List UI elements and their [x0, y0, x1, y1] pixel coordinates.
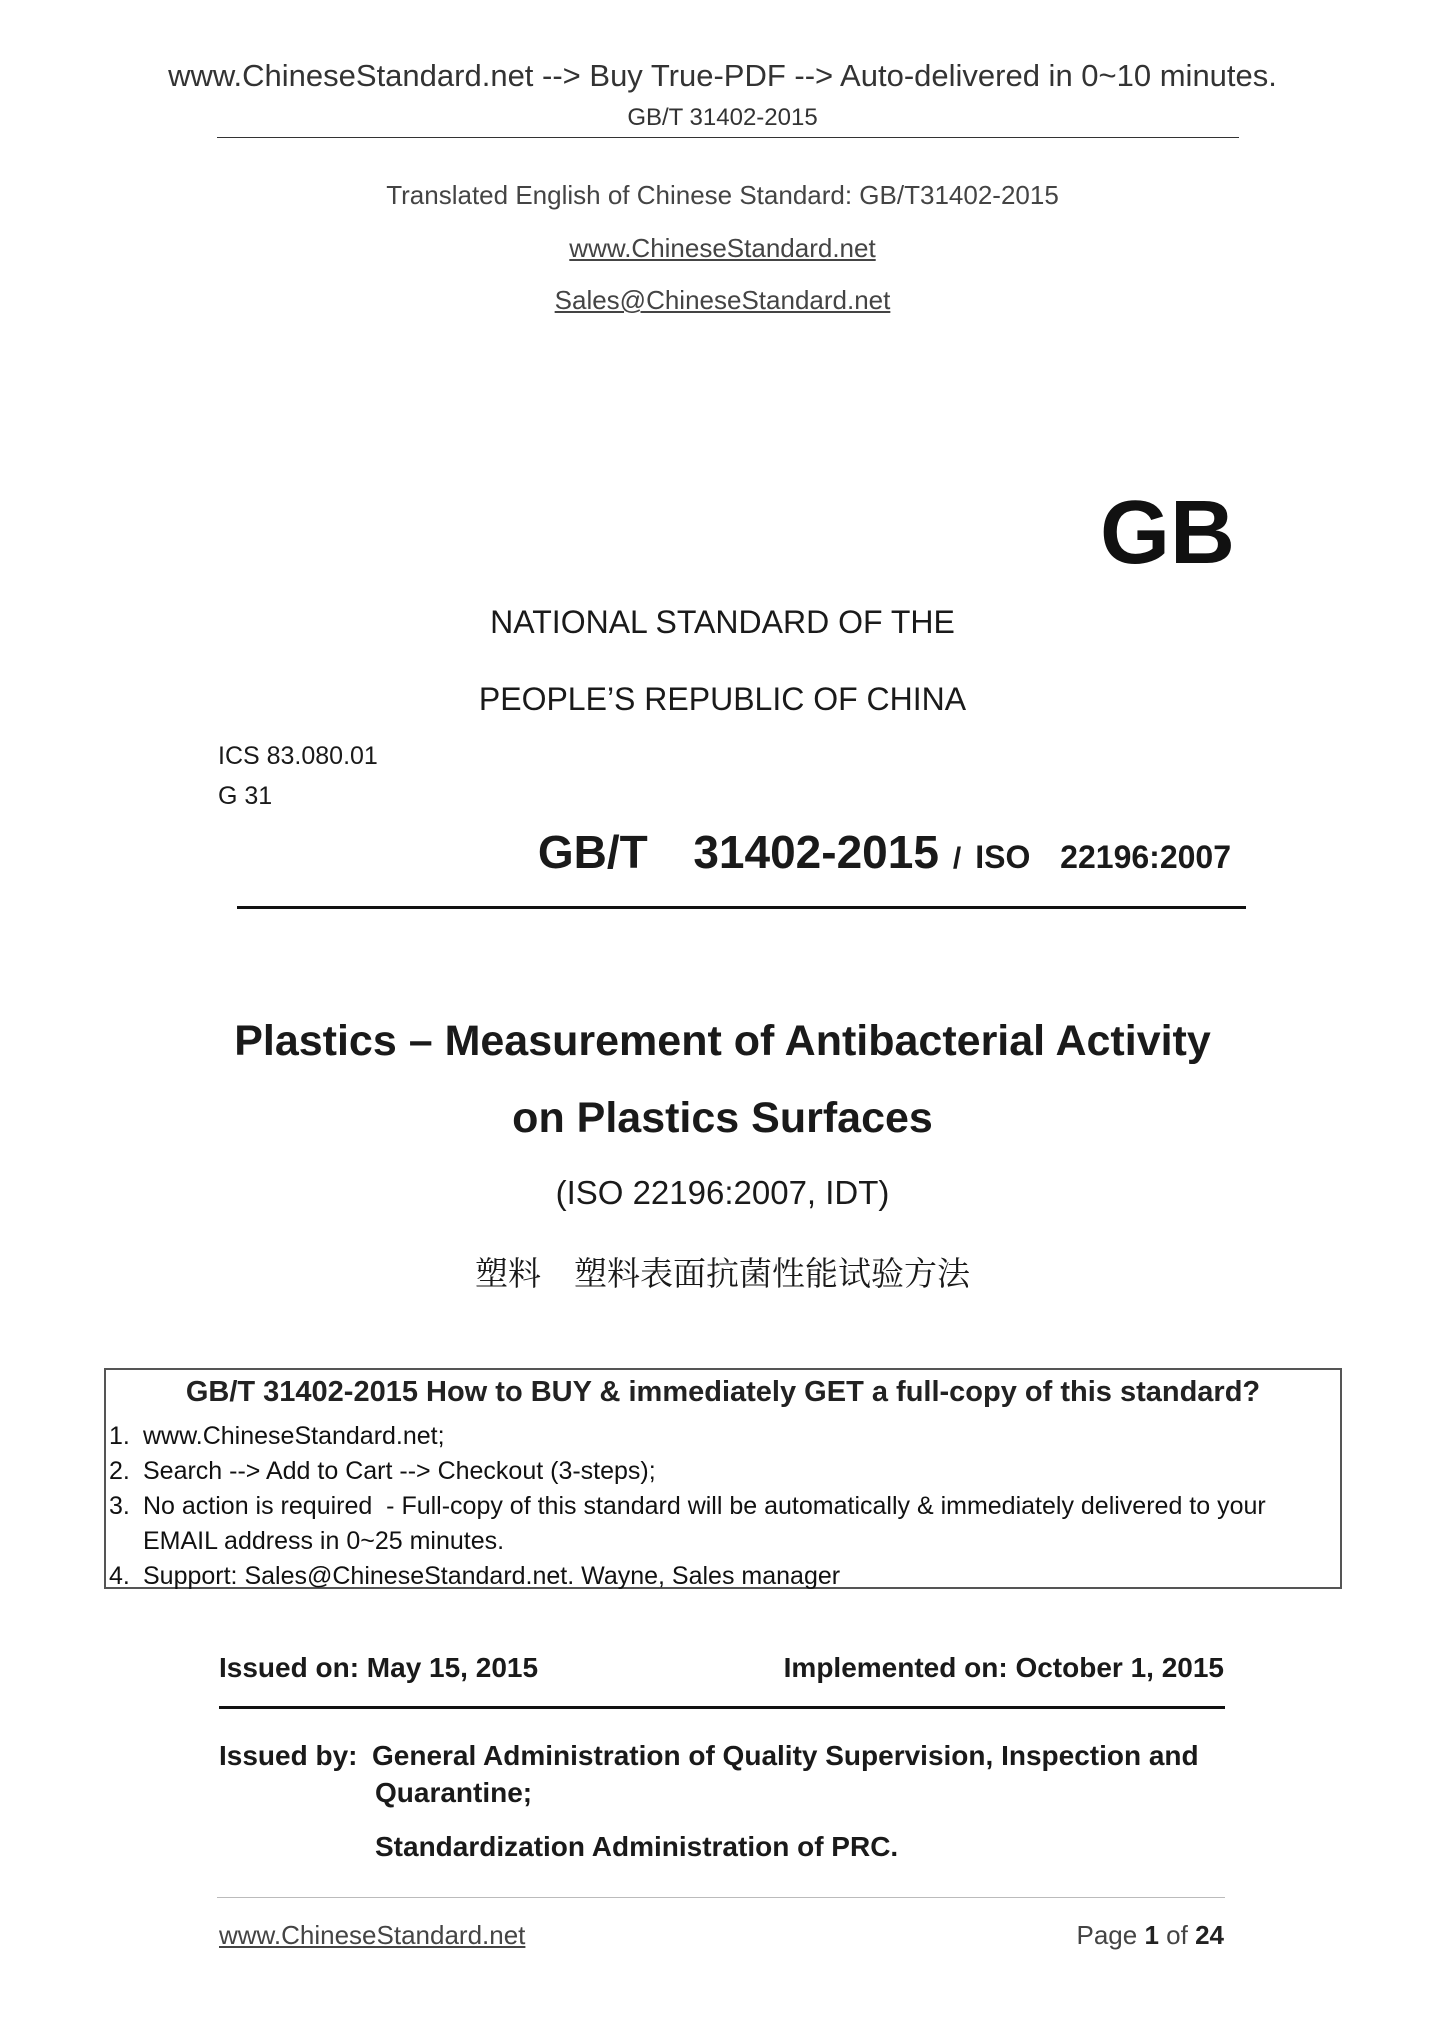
- list-item-text: No action is required - Full-copy of this standard will be automatically & immediately delivered to your EMAIL address in 0~25 minutes.: [143, 1492, 1273, 1555]
- issued-by-line-1: General Administration of Quality Supervision, Inspection and: [372, 1740, 1199, 1771]
- list-item: [109, 1454, 1334, 1489]
- gb-logo: GB: [1100, 483, 1235, 583]
- website-link[interactable]: www.ChineseStandard.net: [569, 233, 876, 263]
- standard-number: GB/T 31402-2015: [537, 826, 939, 878]
- issued-by-line-2: Quarantine;: [375, 1777, 533, 1808]
- purchase-steps-list: [109, 1419, 1334, 1594]
- purchase-box-title: GB/T 31402-2015 How to BUY & immediately GET a full-copy of this standard?: [185, 1376, 1261, 1408]
- website-link-wrap: [0, 233, 1445, 264]
- email-link-wrap: [0, 285, 1445, 316]
- dates-divider: [219, 1706, 1225, 1709]
- list-item-text: Support: Sales@ChineseStandard.net. Wayne, Sales manager: [143, 1562, 841, 1590]
- page-current: 1: [1144, 1920, 1159, 1950]
- national-standard-line-1: NATIONAL STANDARD OF THE: [490, 604, 955, 640]
- standard-separator: /: [952, 842, 962, 875]
- chinese-title: 塑料 塑料表面抗菌性能试验方法: [475, 1254, 970, 1293]
- ics-code: ICS 83.080.01: [218, 742, 378, 770]
- page-prefix: Page: [1076, 1920, 1138, 1950]
- footer-divider: [217, 1897, 1225, 1898]
- list-item: [109, 1559, 1334, 1594]
- document-title-line-2: on Plastics Surfaces: [512, 1094, 933, 1142]
- list-item: [109, 1419, 1334, 1454]
- header-divider: [217, 137, 1239, 138]
- top-banner: www.ChineseStandard.net --> Buy True-PDF --> Auto-delivered in 0~10 minutes.: [168, 58, 1277, 93]
- standard-divider: [237, 906, 1246, 909]
- national-standard-line-2: PEOPLE’S REPUBLIC OF CHINA: [478, 681, 967, 717]
- standard-number-line: [538, 825, 1231, 879]
- g-classification-code: G 31: [218, 782, 273, 810]
- iso-equivalence: (ISO 22196:2007, IDT): [555, 1174, 890, 1211]
- implemented-on-date: Implemented on: October 1, 2015: [783, 1652, 1224, 1683]
- document-title-line-1: Plastics – Measurement of Antibacterial Activity: [234, 1017, 1211, 1065]
- issued-by-label: Issued by:: [219, 1740, 358, 1771]
- issued-by-line-3: Standardization Administration of PRC.: [375, 1831, 899, 1862]
- purchase-info-box: [104, 1368, 1342, 1589]
- list-item-number: 1.: [109, 1422, 130, 1450]
- translated-notice: Translated English of Chinese Standard: GB/T31402-2015: [386, 180, 1059, 210]
- footer-website-link[interactable]: www.ChineseStandard.net: [219, 1920, 526, 1950]
- list-item-number: 3.: [109, 1492, 130, 1520]
- list-item: [109, 1489, 1334, 1559]
- list-item-text: Search --> Add to Cart --> Checkout (3-steps);: [143, 1457, 656, 1485]
- list-item-text[interactable]: www.ChineseStandard.net;: [143, 1422, 445, 1450]
- email-link[interactable]: Sales@ChineseStandard.net: [554, 285, 891, 315]
- header-standard-code: GB/T 31402-2015: [627, 104, 818, 131]
- list-item-number: 4.: [109, 1562, 130, 1590]
- list-item-number: 2.: [109, 1457, 130, 1485]
- page-total: 24: [1195, 1920, 1224, 1950]
- page-indicator: [1076, 1920, 1224, 1951]
- iso-number: ISO 22196:2007: [975, 839, 1231, 875]
- page-of: of: [1166, 1920, 1188, 1950]
- issued-on-date: Issued on: May 15, 2015: [219, 1652, 539, 1683]
